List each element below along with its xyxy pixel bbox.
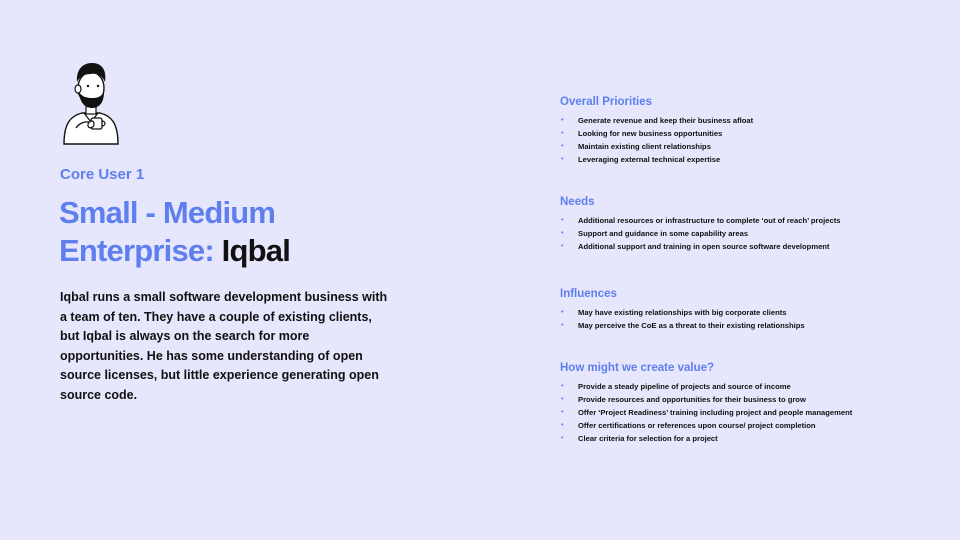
title-line-1: Small - Medium	[59, 195, 276, 230]
list-item	[560, 240, 940, 253]
list-item-text: Support and guidance in some capability areas	[578, 229, 749, 238]
list-item-text: May perceive the CoE as a threat to their existing relationships	[578, 321, 805, 330]
bullet-icon: •	[561, 396, 564, 403]
bullet-icon: •	[561, 322, 564, 329]
man-with-coffee-cup-icon	[58, 58, 124, 146]
section-list	[560, 306, 940, 332]
list-item	[560, 406, 940, 419]
bullet-icon: •	[561, 243, 564, 250]
title-line-2-prefix: Enterprise:	[59, 233, 222, 268]
list-item	[560, 380, 940, 393]
list-item	[560, 140, 940, 153]
list-item	[560, 393, 940, 406]
list-item-text: Offer certifications or references upon course/ project completion	[578, 421, 816, 430]
list-item	[560, 114, 940, 127]
list-item-text: Maintain existing client relationships	[578, 142, 711, 151]
bullet-icon: •	[561, 383, 564, 390]
bullet-icon: •	[561, 117, 564, 124]
list-item-text: Provide resources and opportunities for their business to grow	[578, 395, 806, 404]
list-item-text: May have existing relationships with big corporate clients	[578, 308, 787, 317]
list-item-text: Clear criteria for selection for a project	[578, 434, 718, 443]
bullet-icon: •	[561, 309, 564, 316]
bullet-icon: •	[561, 143, 564, 150]
persona-kicker: Core User 1	[60, 166, 145, 183]
list-item-text: Additional resources or infrastructure to complete ‘out of reach’ projects	[578, 216, 841, 225]
list-item	[560, 227, 940, 240]
list-item-text: Provide a steady pipeline of projects and source of income	[578, 382, 791, 391]
section-needs	[560, 196, 940, 253]
list-item-text: Generate revenue and keep their business afloat	[578, 116, 754, 125]
section-heading: Needs	[560, 196, 595, 208]
list-item-text: Looking for new business opportunities	[578, 129, 723, 138]
list-item	[560, 127, 940, 140]
section-overall-priorities	[560, 96, 940, 166]
section-heading: Influences	[560, 288, 617, 300]
section-list	[560, 114, 940, 166]
persona-bio: Iqbal runs a small software development business with a team of ten. They have a couple of existing clients, but Iqbal is always on the search for more opportunities. He has some understanding of open source licenses, but little experience generating open source code.	[60, 290, 388, 402]
bullet-icon: •	[561, 156, 564, 163]
list-item	[560, 432, 940, 445]
list-item	[560, 214, 940, 227]
persona-name: Iqbal	[221, 233, 291, 268]
section-heading: How might we create value?	[560, 362, 715, 374]
list-item	[560, 419, 940, 432]
page-title	[59, 194, 479, 270]
list-item	[560, 306, 940, 319]
section-influences	[560, 288, 940, 332]
bullet-icon: •	[561, 130, 564, 137]
list-item-text: Additional support and training in open source software development	[578, 242, 830, 251]
list-item-text: Offer ‘Project Readiness’ training including project and people management	[578, 408, 853, 417]
list-item	[560, 319, 940, 332]
bullet-icon: •	[561, 217, 564, 224]
section-create-value	[560, 362, 940, 445]
list-item	[560, 153, 940, 166]
bullet-icon: •	[561, 230, 564, 237]
bullet-icon: •	[561, 422, 564, 429]
section-list	[560, 380, 940, 445]
list-item-text: Leveraging external technical expertise	[578, 155, 721, 164]
bullet-icon: •	[561, 409, 564, 416]
section-heading: Overall Priorities	[560, 96, 653, 108]
section-list	[560, 214, 940, 253]
bullet-icon: •	[561, 435, 564, 442]
